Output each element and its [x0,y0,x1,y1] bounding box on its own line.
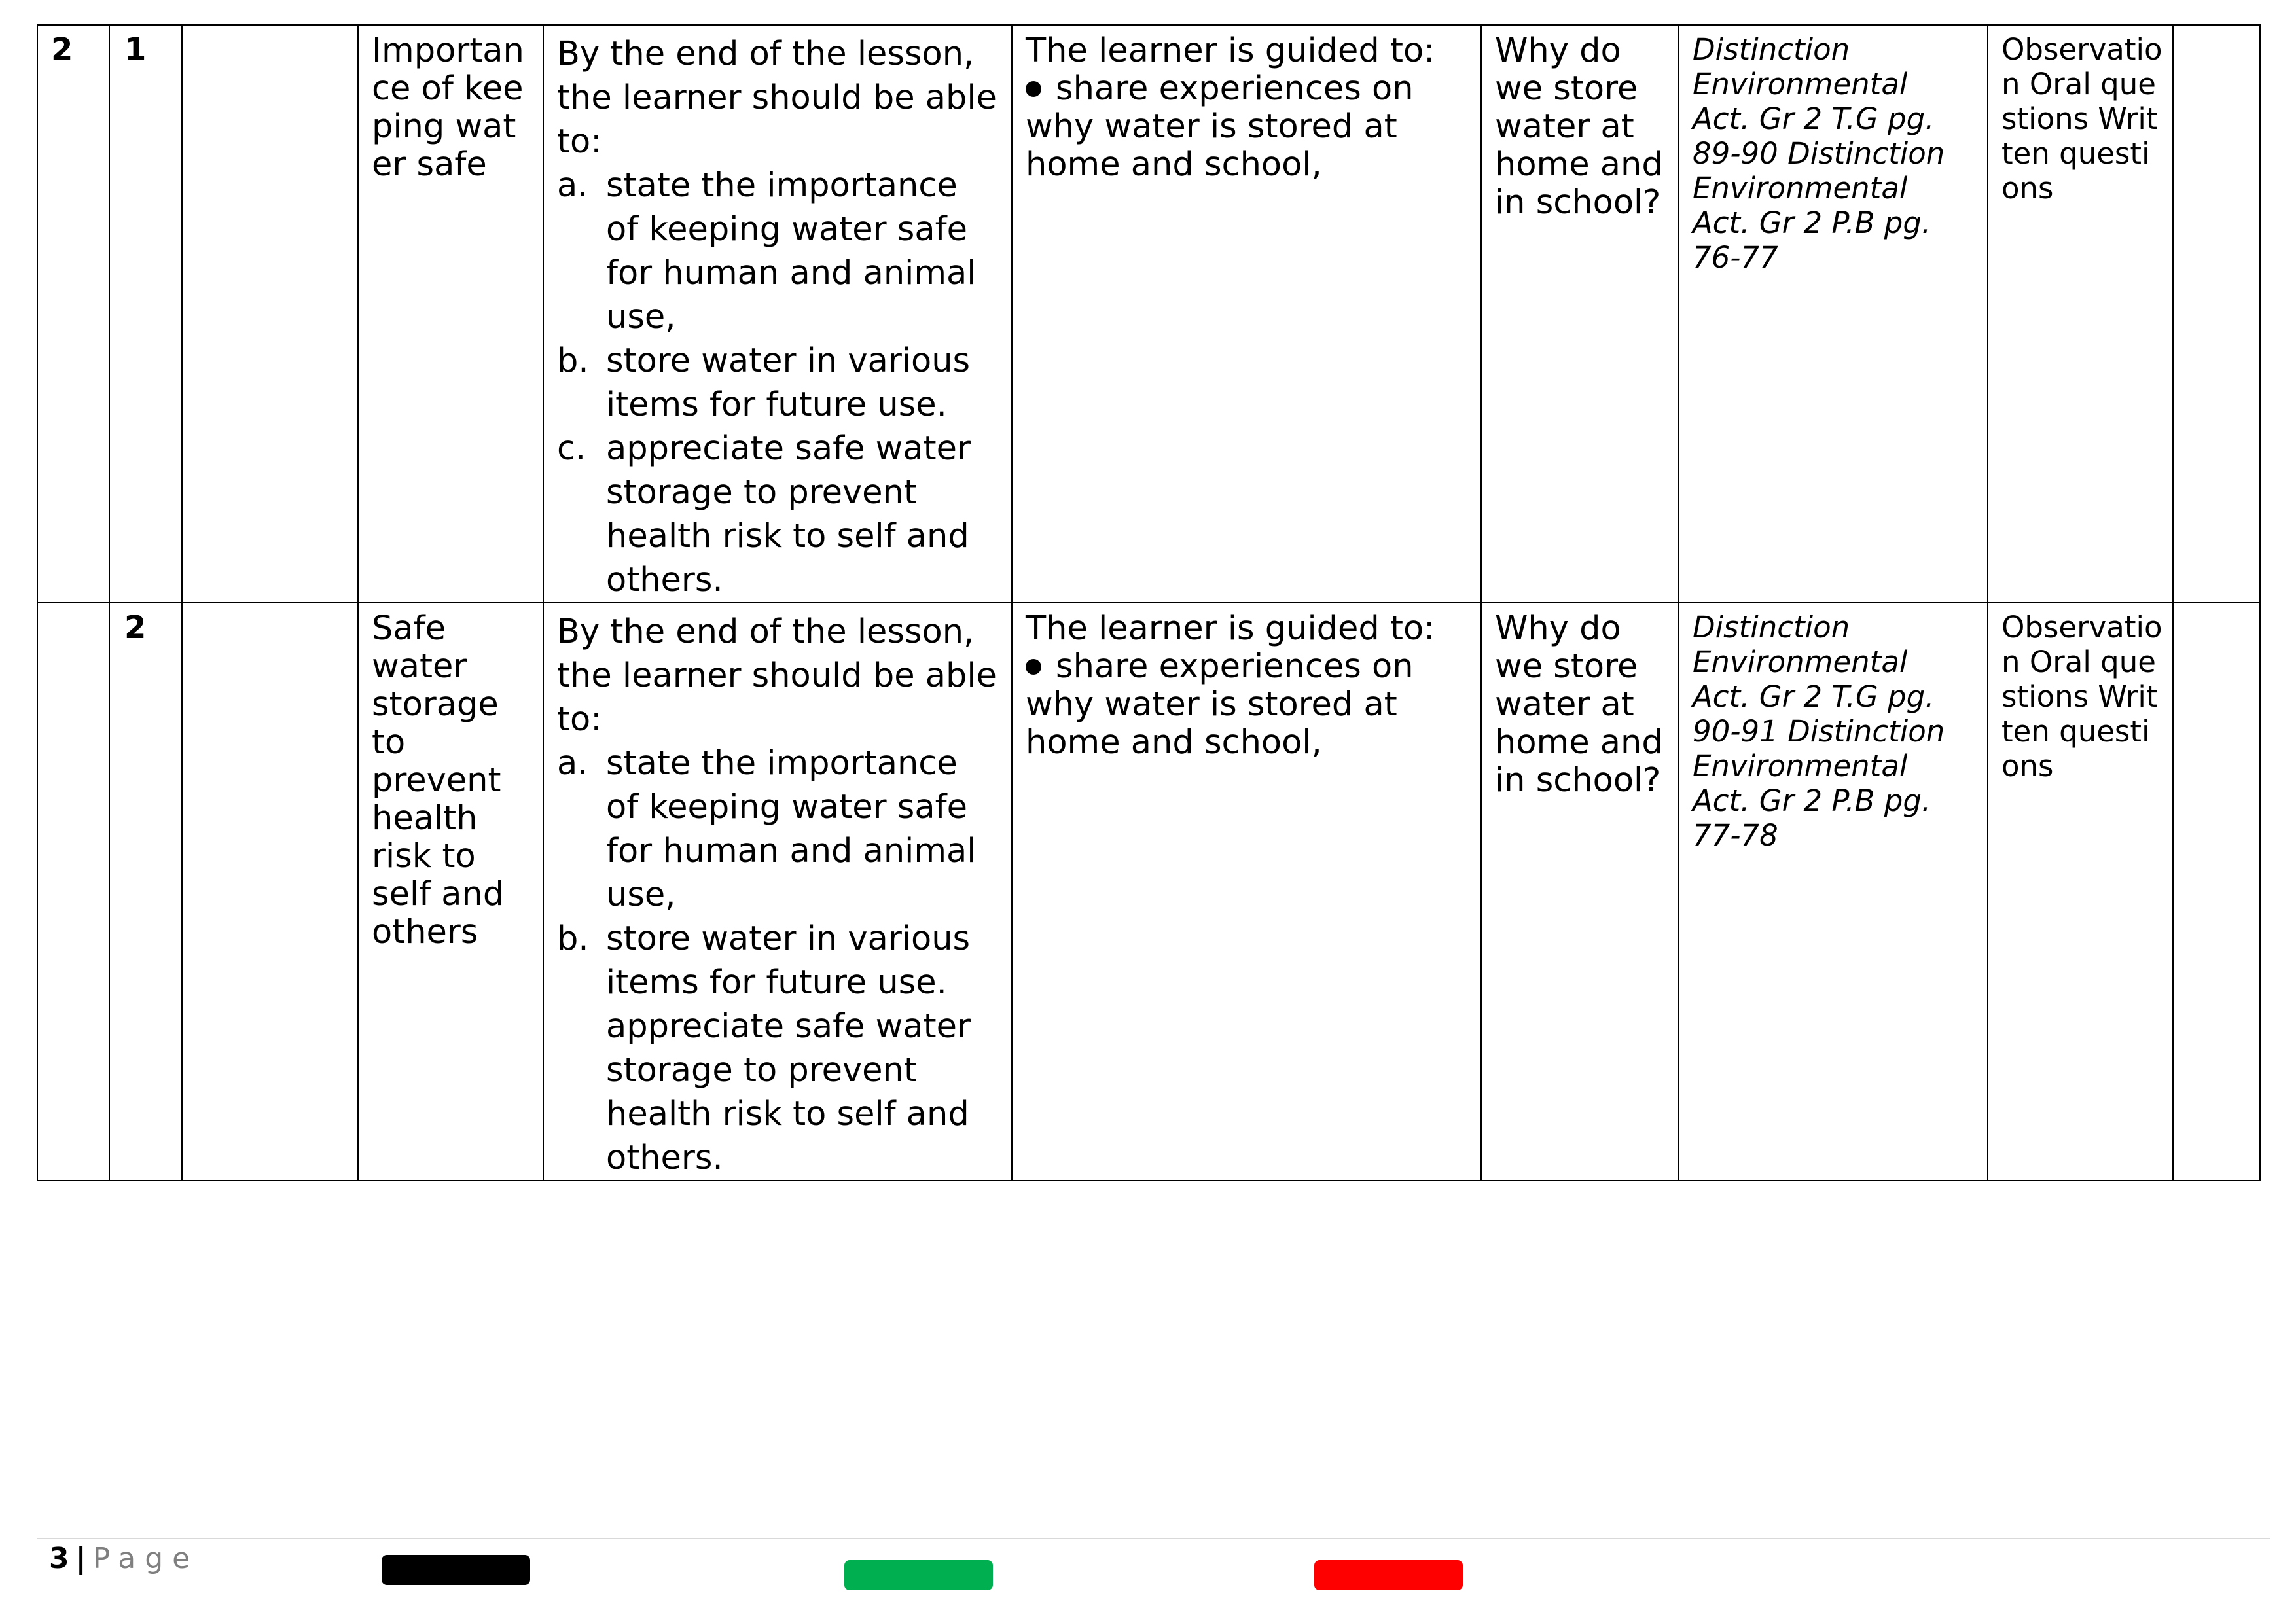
learning-outcomes [544,603,1011,1180]
outcome-text: state the importance of keeping water safe for human and animal use, [606,744,977,914]
outcome-text: store water in various items for future use. [606,919,971,1002]
list-item [1026,648,1461,762]
list-marker: a. [557,166,588,205]
key-inquiry-question: Why do we store water at home and in school? [1495,609,1663,800]
week-cell [37,603,109,1181]
list-marker: c. [557,429,586,468]
resources-cell [1679,25,1988,603]
outcomes-list [557,164,998,602]
list-item [1026,70,1461,184]
key-inquiry-question: Why do we store water at home and in school? [1495,31,1663,222]
key-inquiry-cell [1481,603,1679,1181]
learning-experiences-cell [1012,25,1481,603]
outcomes-intro: By the end of the lesson, the learner should be able to: [557,613,997,739]
learning-experiences-cell [1012,603,1481,1181]
page-separator: | [75,1542,86,1575]
week-number: 2 [51,31,73,68]
list-item [557,1005,998,1180]
footer-divider [37,1538,2270,1539]
red-color-bar [1314,1560,1463,1590]
learning-outcomes [544,26,1011,602]
strand-text [183,26,357,32]
remarks-cell [2173,603,2260,1181]
page-footer [49,1539,199,1578]
lesson-number: 2 [124,609,147,646]
list-marker: b. [557,342,589,380]
table-row [37,25,2260,603]
sub-strand-cell [358,25,543,603]
lesson-cell [109,25,182,603]
outcome-text: state the importance of keeping water safe for human and animal use, [606,166,977,336]
remarks-text [2174,603,2259,610]
learning-outcomes-cell [543,603,1012,1181]
outcome-text: appreciate safe water storage to prevent health risk to self and others. [606,429,971,599]
lesson-cell [109,603,182,1181]
learning-experiences [1013,26,1480,184]
outcomes-list [557,741,998,1180]
strand-cell [182,603,358,1181]
bullet-icon [1026,659,1041,675]
table-row [37,603,2260,1181]
page-label: Page [92,1542,200,1575]
resources-cell [1679,603,1988,1181]
sub-strand-cell [358,603,543,1181]
assessment-cell [1988,25,2173,603]
remarks-text [2174,26,2259,32]
assessment-cell [1988,603,2173,1181]
sub-strand-text: Importance of keeping water safe [372,31,524,184]
learning-resources: Distinction Environmental Act. Gr 2 T.G pg. 90-91 Distinction Environmental Act. Gr 2 P.B pg. 77-78 [1693,610,1945,853]
list-item [557,741,998,917]
experience-text: share experiences on why water is stored at home and school, [1026,647,1414,762]
experiences-intro: The learner is guided to: [1026,609,1435,648]
list-item [557,339,998,427]
strand-text [183,603,357,610]
week-cell [37,25,109,603]
list-item [557,427,998,602]
key-inquiry-cell [1481,25,1679,603]
list-item [557,164,998,339]
experience-text: share experiences on why water is stored at home and school, [1026,69,1414,184]
experiences-intro: The learner is guided to: [1026,31,1435,70]
assessment-methods: Observation Oral questions Written questions [2001,32,2162,205]
list-marker: a. [557,744,588,783]
strand-cell [182,25,358,603]
sub-strand-text: Safe water storage to prevent health risk to self and others [372,609,505,952]
outcomes-intro: By the end of the lesson, the learner should be able to: [557,35,997,161]
bullet-icon [1026,81,1041,97]
learning-experiences [1013,603,1480,762]
outcome-text: appreciate safe water storage to prevent health risk to self and others. [606,1007,971,1177]
list-item [557,917,998,1005]
remarks-cell [2173,25,2260,603]
list-marker: b. [557,919,589,958]
outcome-text: store water in various items for future use. [606,342,971,424]
page-number: 3 [49,1542,69,1575]
learning-resources: Distinction Environmental Act. Gr 2 T.G pg. 89-90 Distinction Environmental Act. Gr 2 P.B pg. 76-77 [1693,32,1945,275]
assessment-methods: Observation Oral questions Written questions [2001,610,2162,783]
learning-outcomes-cell [543,25,1012,603]
lesson-number: 1 [124,31,147,68]
green-color-bar [844,1560,993,1590]
week-number [38,603,109,610]
scheme-of-work-table [37,24,2261,1181]
black-color-bar [382,1555,530,1585]
